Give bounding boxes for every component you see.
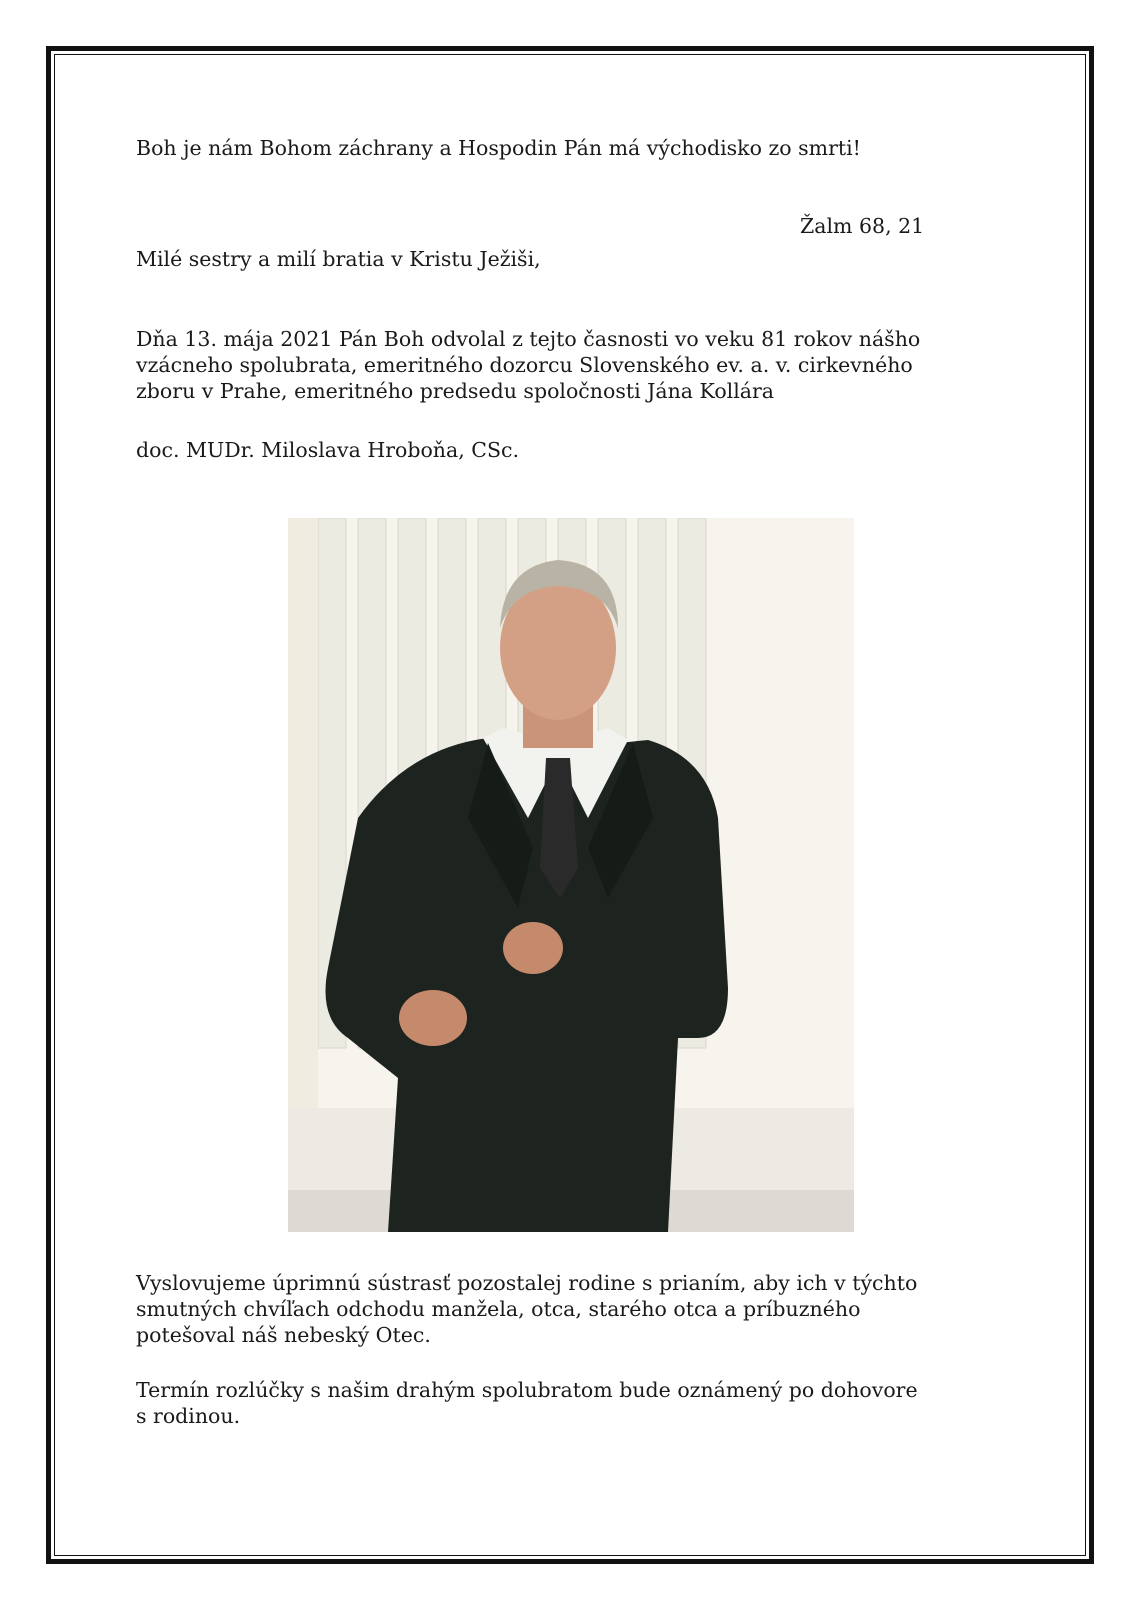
announcement-line: Dňa 13. mája 2021 Pán Boh odvolal z tejto časnosti vo veku 81 rokov nášho (136, 327, 921, 351)
deceased-name: doc. MUDr. Miloslava Hroboňa, CSc. (136, 438, 519, 462)
announcement-line: vzácneho spolubrata, emeritného dozorcu Slovenského ev. a. v. cirkevného (136, 353, 913, 377)
verse-reference: Žalm 68, 21 (800, 213, 925, 238)
farewell-line: s rodinou. (136, 1404, 241, 1428)
condolence-line: Vyslovujeme úprimnú sústrasť pozostalej rodine s prianím, aby ich v týchto (136, 1271, 918, 1295)
announcement-line: zboru v Prahe, emeritného predsedu spoločnosti Jána Kollára (136, 379, 775, 403)
greeting: Milé sestry a milí bratia v Kristu Ježiši, (136, 247, 541, 271)
verse-text: Boh je nám Bohom záchrany a Hospodin Pán má východisko zo smrti! (136, 136, 861, 160)
condolence-line: smutných chvíľach odchodu manžela, otca, starého otca a príbuzného (136, 1297, 861, 1321)
portrait-photo (288, 518, 854, 1232)
farewell-line: Termín rozlúčky s našim drahým spolubratom bude oznámený po dohovore (136, 1378, 918, 1402)
condolence-line: potešoval náš nebeský Otec. (136, 1323, 431, 1347)
